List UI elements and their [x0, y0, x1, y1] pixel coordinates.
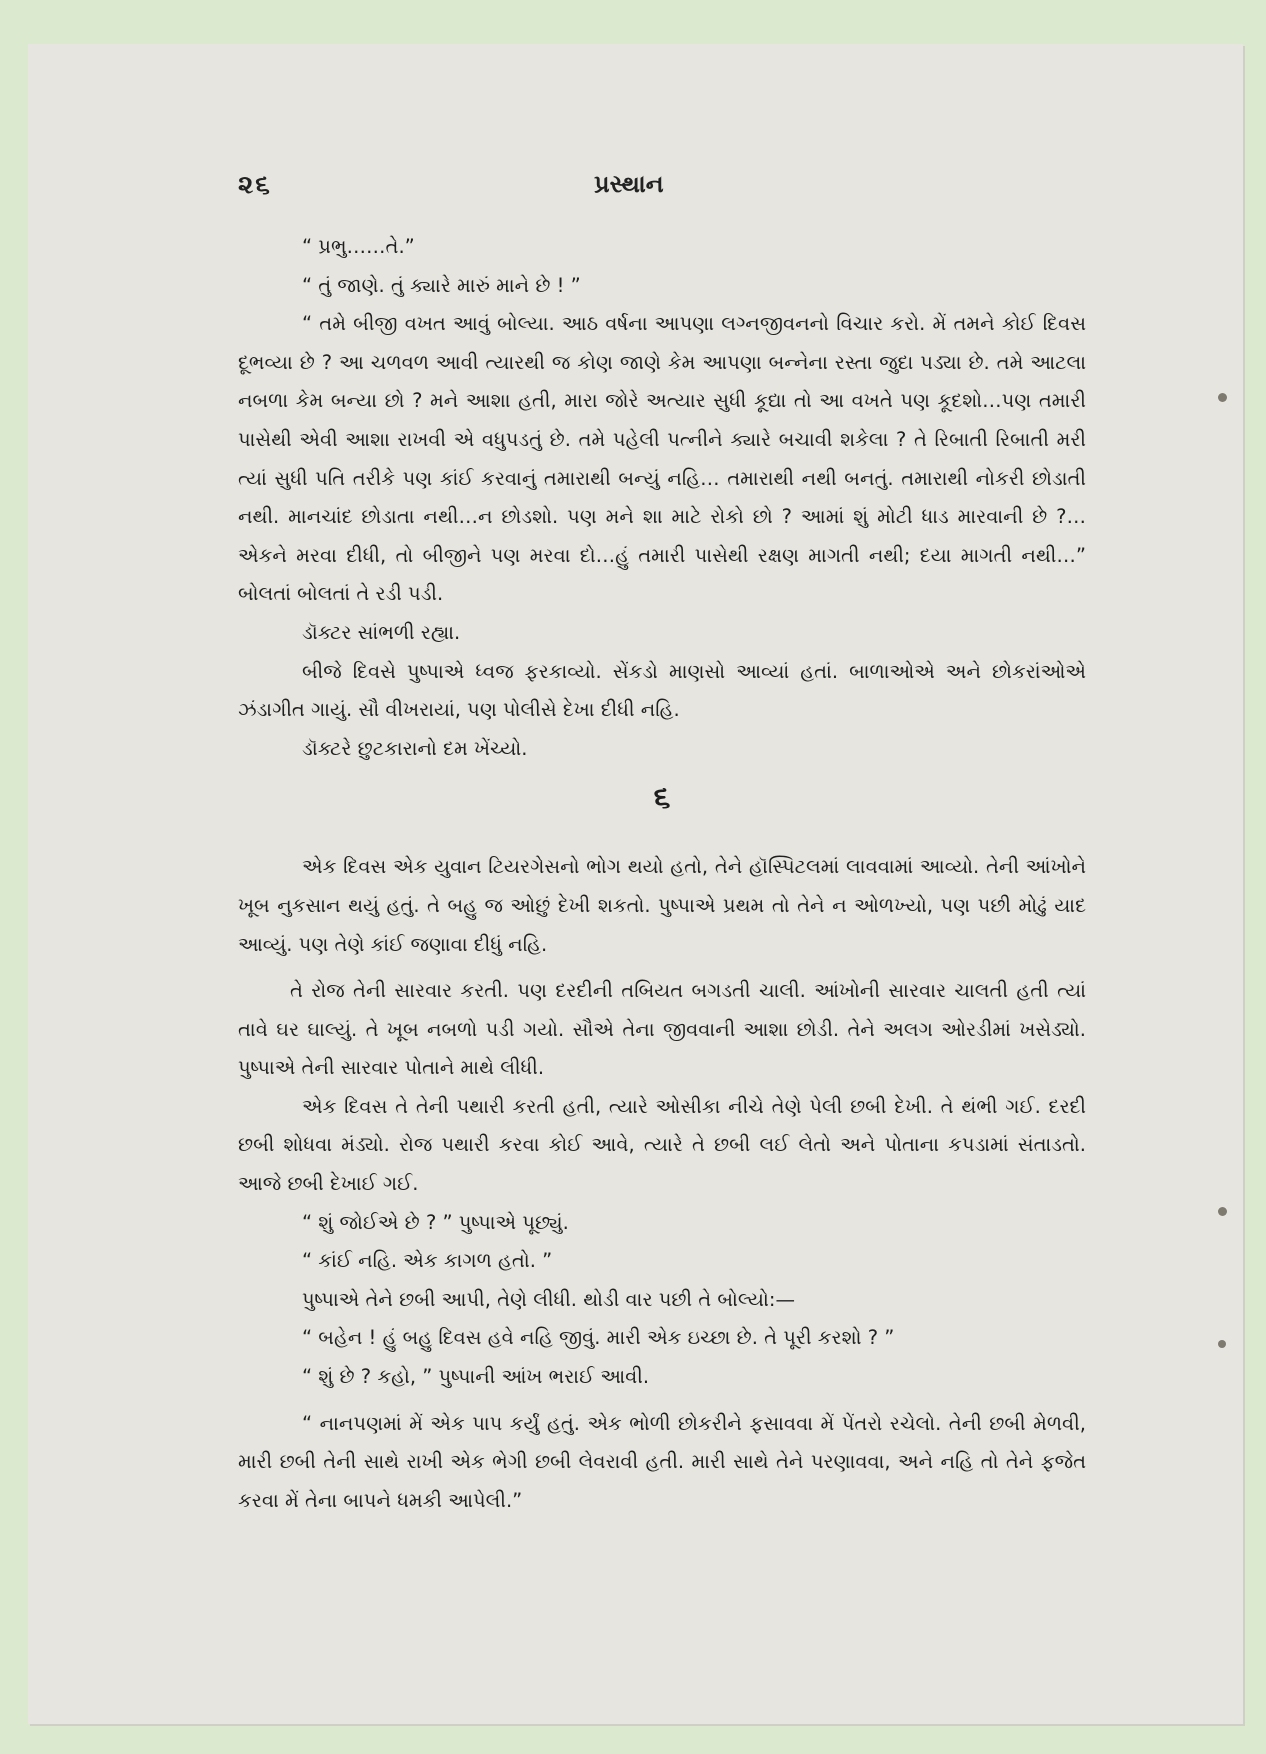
- binding-hole-mark: [1218, 1207, 1227, 1216]
- paragraph: “ નાનપણમાં મેં એક પાપ કર્યું હતું. એક ભોળી છોકરીને ફસાવવા મેં પેંતરો રચેલો. તેની છબી મેળવી, મારી છબી તેની સાથે રાખી એક ભેગી છબી લેવરાવી હતી. મારી સાથે તેને પરણાવવા, અને નહિ તો તેને ફજેત કરવા મેં તેના બાપને ધમકી આપેલી.”: [238, 1411, 1086, 1512]
- paragraph: તે રોજ તેની સારવાર કરતી. પણ દરદીની તબિયત બગડતી ચાલી. આંખોની સારવાર ચાલતી હતી ત્યાં તાવે ઘર ઘાલ્યું. તે ખૂબ નબળો પડી ગયો. સૌએ તેના જીવવાની આશા છોડી. તેને અલગ ઓરડીમાં ખસેડ્યો. પુષ્પાએ તેની સારવાર પોતાને માથે લીધી.: [238, 979, 1086, 1080]
- binding-hole-mark: [1218, 393, 1227, 402]
- running-title: પ્રસ્થાન: [594, 170, 664, 198]
- paragraph: બીજે દિવસે પુષ્પાએ ધ્વજ ફરકાવ્યો. સેંકડો માણસો આવ્યાં હતાં. બાળાઓએ અને છોકરાંઓએ ઝંડાગીત ગાયું. સૌ વીખરાયાં, પણ પોલીસે દેખા દીધી નહિ.: [238, 659, 1086, 722]
- paragraph: ડૉક્ટરે છુટકારાનો દમ ખેંચ્યો.: [302, 736, 528, 760]
- paragraph: એક દિવસ તે તેની પથારી કરતી હતી, ત્યારે ઓસીકા નીચે તેણે પેલી છબી દેખી. તે થંભી ગઈ. દરદી છબી શોધવા મંડ્યો. રોજ પથારી કરવા કોઈ આવે, ત્યારે તે છબી લઈ લેતો અને પોતાના કપડામાં સંતાડતો. આજે છબી દેખાઈ ગઈ.: [238, 1094, 1086, 1196]
- section-number: ૬: [653, 780, 671, 816]
- paragraph: ડૉક્ટર સાંભળી રહ્યા.: [302, 620, 461, 644]
- paragraph: “ કાંઈ નહિ. એક કાગળ હતો. ”: [302, 1249, 553, 1273]
- paragraph: “ શું જોઈએ છે ? ” પુષ્પાએ પૂછ્યું.: [302, 1210, 569, 1234]
- page-number: ૨૬: [238, 170, 272, 200]
- page-body: [238, 228, 1086, 1520]
- paragraph: “ તમે બીજી વખત આવું બોલ્યા. આઠ વર્ષના આપણા લગ્નજીવનનો વિચાર કરો. મેં તમને કોઈ દિવસ દૂભવ્યા છે ? આ ચળવળ આવી ત્યારથી જ કોણ જાણે કેમ આપણા બન્નેના રસ્તા જુદા પડ્યા છે. તમે આટલા નબળા કેમ બન્યા છો ? મને આશા હતી, મારા જોરે અત્યાર સુધી કૂદ્યા તો આ વખતે પણ કૂદશો…પણ તમારી પાસેથી એવી આશા રાખવી એ વધુપડતું છે. તમે પહેલી પત્નીને ક્યારે બચાવી શકેલા ? તે રિબાતી રિબાતી મરી ત્યાં સુધી પતિ તરીકે પણ કાંઈ કરવાનું તમારાથી બન્યું નહિ… તમારાથી નથી બનતું. તમારાથી નોકરી છોડાતી નથી. માનચાંદ છોડાતા નથી…ન છોડશો. પણ મને શા માટે રોકો છો ? આમાં શું મોટી ધાડ મારવાની છે ?…એકને મરવા દીધી, તો બીજીને પણ મરવા દો…હું તમારી પાસેથી રક્ષણ માગતી નથી; દયા માગતી નથી…” બોલતાં બોલતાં તે રડી પડી.: [238, 312, 1086, 606]
- page-header: [238, 170, 1038, 210]
- paragraph: “ શું છે ? કહો, ” પુષ્પાની આંખ ભરાઈ આવી.: [302, 1365, 650, 1389]
- paragraph: પુષ્પાએ તેને છબી આપી, તેણે લીધી. થોડી વાર પછી તે બોલ્યો:—: [302, 1287, 795, 1311]
- paragraph: “ પ્રભુ……તે.”: [302, 235, 415, 258]
- paragraph: “ તું જાણે. તું ક્યારે મારું માને છે ! ”: [302, 273, 581, 297]
- paragraph: એક દિવસ એક યુવાન ટિયરગેસનો ભોગ થયો હતો, તેને હૉસ્પિટલમાં લાવવામાં આવ્યો. તેની આંખોને ખૂબ નુકસાન થયું હતું. તે બહુ જ ઓછું દેખી શકતો. પુષ્પાએ પ્રથમ તો તેને ન ઓળખ્યો, પણ પછી મોઢું યાદ આવ્યું. પણ તેણે કાંઈ જણાવા દીધું નહિ.: [238, 855, 1086, 956]
- paragraph: “ બહેન ! હું બહુ દિવસ હવે નહિ જીવું. મારી એક ઇચ્છા છે. તે પૂરી કરશો ? ”: [302, 1326, 895, 1350]
- binding-hole-mark: [1218, 1340, 1226, 1348]
